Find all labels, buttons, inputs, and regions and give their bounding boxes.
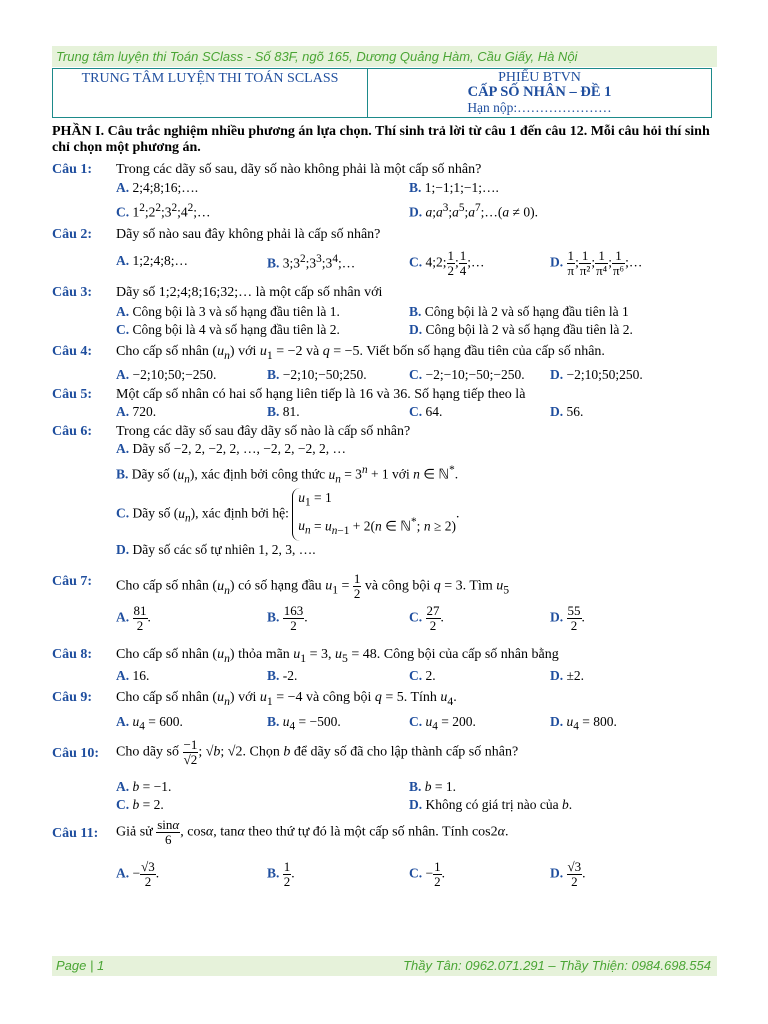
option-b[interactable]: B. -2. xyxy=(267,668,298,683)
option-b[interactable]: B. $\frac{163}{2}$ . xyxy=(267,603,308,633)
center-name: TRUNG TÂM LUYỆN THI TOÁN SCLASS xyxy=(53,69,368,117)
option-a[interactable]: A. − $\frac{√3}{2}$ . xyxy=(116,859,160,889)
option-a[interactable]: A. $u_4 = 600$. xyxy=(116,714,183,733)
option-c[interactable]: C. Công bội là 4 và số hạng đầu tiên là 2. xyxy=(116,322,340,337)
option-d[interactable]: D. $a;a^3;a^5;a^7;\dots(a \ne 0)$. xyxy=(409,202,538,220)
option-d[interactable]: D. $\frac{1}{\pi}$ ; $\frac{1}{\text{π²}}$ ; $\frac{1}{\text{π⁴}}$ ; $\frac{1}{\text{π⁶}}$ ;… xyxy=(550,248,643,278)
option-a[interactable]: A. 720. xyxy=(116,404,157,419)
question-text: Dãy số 1;2;4;8;16;32;… là một cấp số nhân với xyxy=(116,285,383,300)
question-label: Câu 4: xyxy=(52,344,93,359)
question-text: Cho cấp số nhân $(u_n)$ với $u_1 = -4$ và công bội q = 5. Tính $u_4$. xyxy=(116,690,457,708)
option-b[interactable]: B. Công bội là 2 và số hạng đầu tiên là 1 xyxy=(409,304,629,319)
question-text: Một cấp số nhân có hai số hạng liên tiếp là 16 và 36. Số hạng tiếp theo là xyxy=(116,387,526,402)
question-label: Câu 8: xyxy=(52,647,93,662)
question-text: Cho cấp số nhân $(u_n)$ thỏa mãn $u_1 = 3$, $u_5 = 48$. Công bội của cấp số nhân bằng xyxy=(116,647,559,665)
option-d[interactable]: D. $\frac{√3}{2}$ . xyxy=(550,859,586,889)
option-d[interactable]: D. Không có giá trị nào của b. xyxy=(409,797,573,812)
question-label: Câu 3: xyxy=(52,285,93,300)
question-label: Câu 1: xyxy=(52,162,93,177)
question-text: Trong các dãy số sau đây dãy số nào là cấp số nhân? xyxy=(116,424,411,439)
option-a[interactable]: A. −2;10;50;−250. xyxy=(116,367,217,382)
option-b[interactable]: B. $\frac{1}{2}$ . xyxy=(267,859,295,889)
option-a[interactable]: A. 1;2;4;8;… xyxy=(116,253,189,268)
question-label: Câu 11: xyxy=(52,826,99,841)
question-text: Cho dãy số $\frac{-1}{√2}$ ; √b; √2. Chọn b để dãy số đã cho lập thành cấp số nhân? xyxy=(116,737,519,767)
question-label: Câu 9: xyxy=(52,690,93,705)
option-d[interactable]: D. Dãy số các số tự nhiên 1, 2, 3, …. xyxy=(116,542,316,557)
question-text: Cho cấp số nhân $(u_n)$ với $u_1 = -2$ và q = −5. Viết bốn số hạng đầu tiên của cấp số nhân. xyxy=(116,344,605,362)
option-a[interactable]: A. Công bội là 3 và số hạng đầu tiên là 1. xyxy=(116,304,340,319)
footer xyxy=(52,956,717,976)
top-banner: Trung tâm luyện thi Toán SClass - Số 83F, ngõ 165, Dương Quảng Hàm, Cầu Giấy, Hà Nội xyxy=(52,46,717,67)
teacher-contacts: Thầy Tân: 0962.071.291 – Thầy Thiện: 0984.698.554 xyxy=(403,958,711,973)
option-a[interactable]: A. 16. xyxy=(116,668,150,683)
option-b[interactable]: B. $3;3^2;3^3;3^4;\dots$ xyxy=(267,253,356,271)
option-c[interactable]: C. b = 2. xyxy=(116,797,164,812)
question-text: Giả sử $\frac{\sin\alpha}{6}$ , cosα, tanα theo thứ tự đó là một cấp số nhân. Tính cos2α. xyxy=(116,817,509,847)
question-label: Câu 2: xyxy=(52,227,93,242)
question-label: Câu 7: xyxy=(52,574,93,589)
option-c[interactable]: C. 64. xyxy=(409,404,443,419)
option-d[interactable]: D. Công bội là 2 và số hạng đầu tiên là 2. xyxy=(409,322,633,337)
option-b[interactable]: B. 81. xyxy=(267,404,300,419)
option-c[interactable]: C. − $\frac{1}{2}$ . xyxy=(409,859,445,889)
option-b[interactable]: B. Dãy số $(u_n)$, xác định bởi công thức $u_n = 3^n + 1$ với n ∈ ℕ*. xyxy=(116,464,459,486)
option-c[interactable]: C. −2;−10;−50;−250. xyxy=(409,367,525,382)
question-label: Câu 6: xyxy=(52,424,93,439)
option-d[interactable]: D. −2;10;50;250. xyxy=(550,367,643,382)
page-number: Page | 1 xyxy=(56,958,105,973)
option-a[interactable]: A. 2;4;8;16;…. xyxy=(116,180,199,195)
question-text: Trong các dãy số sau, dãy số nào không phải là một cấp số nhân? xyxy=(116,162,482,177)
worksheet-type: PHIẾU BTVN xyxy=(498,70,581,85)
option-c[interactable]: C. $u_4 = 200$. xyxy=(409,714,476,733)
question-label: Câu 5: xyxy=(52,387,93,402)
option-b[interactable]: B. b = 1. xyxy=(409,779,457,794)
question-text: Dãy số nào sau đây không phải là cấp số nhân? xyxy=(116,227,381,242)
option-d[interactable]: D. ±2. xyxy=(550,668,585,683)
option-b[interactable]: B. −2;10;−50;250. xyxy=(267,367,367,382)
worksheet-info xyxy=(368,69,711,117)
worksheet-title: CẤP SỐ NHÂN – ĐỀ 1 xyxy=(467,84,612,100)
due-date: Hạn nộp:………………… xyxy=(467,100,612,115)
question-text: Cho cấp số nhân $(u_n)$ có số hạng đầu $u_1$ = $\frac{1}{2}$ và công bội q = 3. Tìm $u_5$ xyxy=(116,571,510,601)
option-d[interactable]: D. 56. xyxy=(550,404,584,419)
section-title: PHẦN I. Câu trắc nghiệm nhiều phương án lựa chọn. Thí sinh trả lời từ câu 1 đến câu 12. Mỗi câu hỏi thí sinh chỉ chọn một phương án. xyxy=(52,124,710,155)
option-c[interactable]: C. $\frac{27}{2}$ . xyxy=(409,603,444,633)
option-c[interactable]: C. 4;2; $\frac{1}{2}$ ; $\frac{1}{4}$ ;… xyxy=(409,248,485,278)
option-c[interactable]: C. $1^2;2^2;3^2;4^2;\dots$ xyxy=(116,202,211,220)
option-b[interactable]: B. 1;−1;1;−1;…. xyxy=(409,180,499,195)
option-a[interactable]: A. Dãy số −2, 2, −2, 2, …, −2, 2, −2, 2, … xyxy=(116,441,346,456)
option-c[interactable]: C. 2. xyxy=(409,668,436,683)
option-c[interactable]: C. Dãy số $(u_n)$, xác định bởi hệ: $u_1 = 1$ $u_n = u_{n-1} + 2(n$ ∈ ℕ*; n ≥ 2). xyxy=(116,488,459,541)
header-table xyxy=(52,68,712,118)
question-label: Câu 10: xyxy=(52,746,100,761)
option-d[interactable]: D. $u_4 = 800$. xyxy=(550,714,617,733)
option-a[interactable]: A. b = −1. xyxy=(116,779,172,794)
option-b[interactable]: B. $u_4 = -500$. xyxy=(267,714,341,733)
option-d[interactable]: D. $\frac{55}{2}$ . xyxy=(550,603,585,633)
option-a[interactable]: A. $\frac{81}{2}$ . xyxy=(116,603,151,633)
